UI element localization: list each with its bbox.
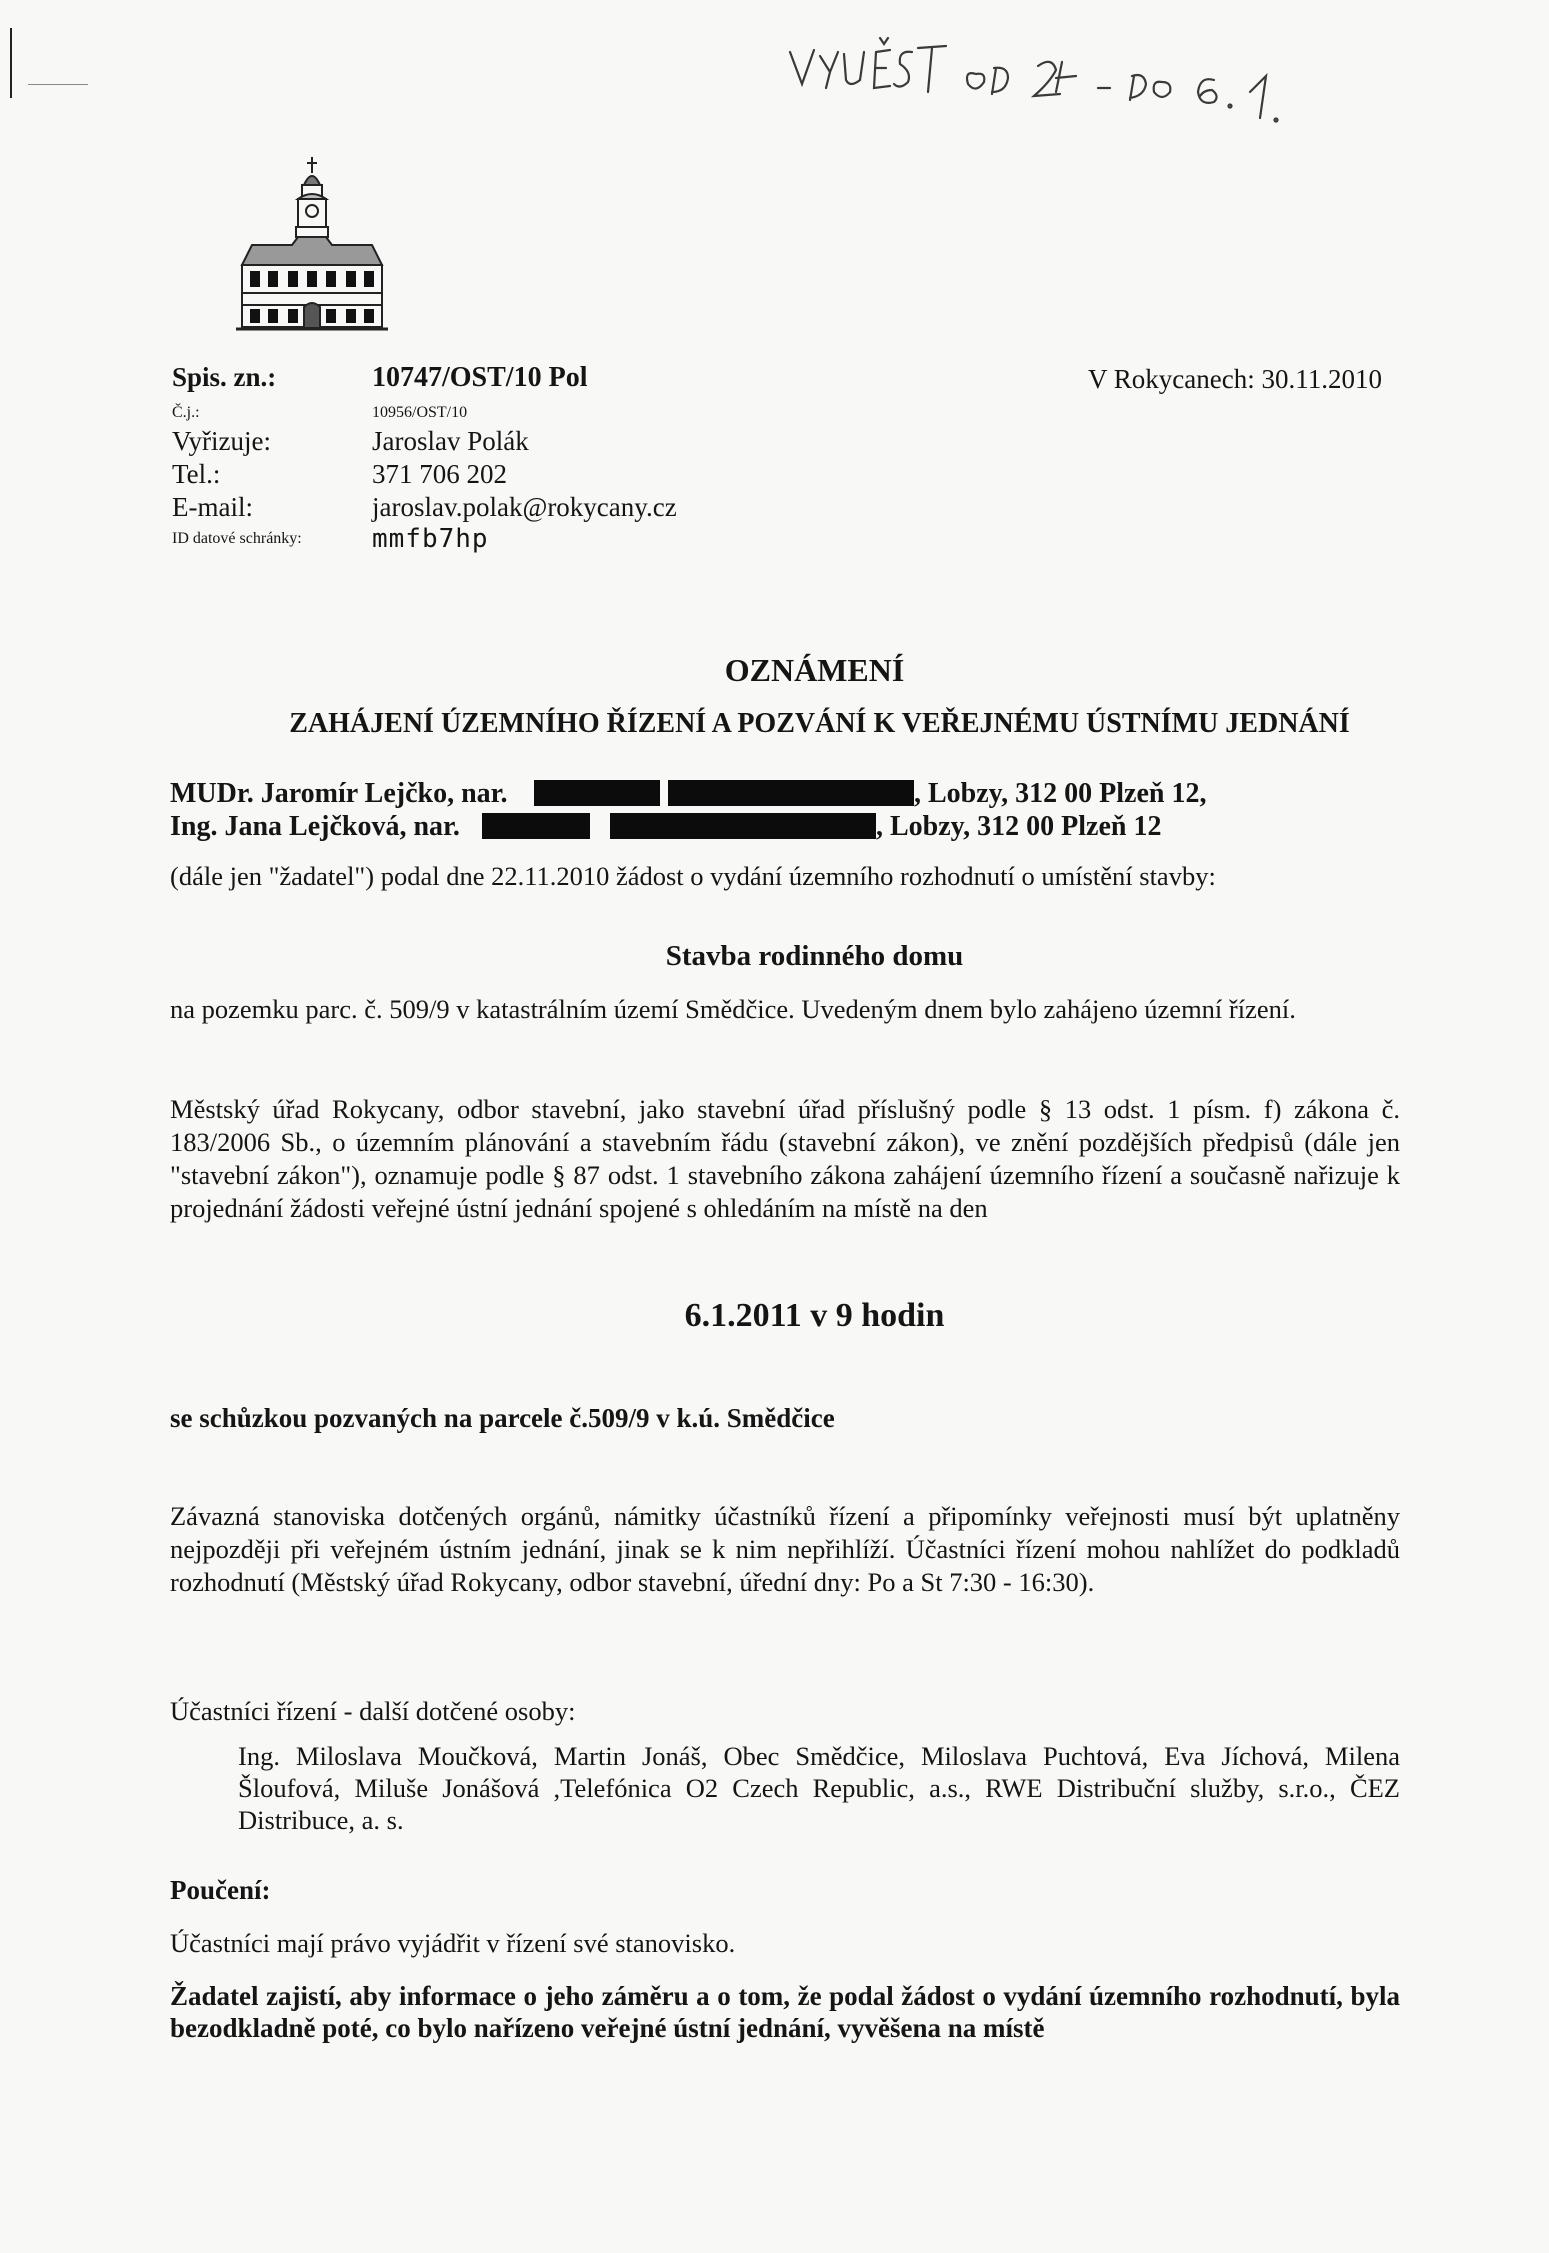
participants-label: Účastníci řízení - další dotčené osoby:	[170, 1696, 576, 1726]
file-number-label: Spis. zn.:	[172, 362, 277, 392]
instruction-heading: Poučení:	[170, 1875, 271, 1905]
redaction-birthdate-1	[534, 780, 660, 806]
office-paragraph: Městský úřad Rokycany, odbor stavební, jako stavební úřad příslušný podle § 13 odst. 1 písm. f) zákona č. 183/2006 Sb., o územním plánování a stavebním řádu (stavební zákon), ve znění pozdějších předpisů (dále jen "stavební zákon"), oznamuje podle § 87 odst. 1 stavebního zákona zahájení územního řízení a současně nařizuje k projednání žádosti veřejné ústní jednání spojené s ohledáním na místě na den	[170, 1094, 1400, 1223]
place-and-date: V Rokycanech: 30.11.2010	[1088, 364, 1382, 394]
applicant-2-start: Ing. Jana Lejčková, nar.	[170, 811, 460, 842]
applicant-duty-text: Žadatel zajistí, aby informace o jeho záměru a o tom, že podal žádost o vydání územního rozhodnutí, byla bezodkladně poté, co bylo nařízeno veřejné ústní jednání, vyvěšena na místě	[170, 1981, 1400, 2043]
handled-by-label: Vyřizuje:	[172, 426, 271, 456]
instruction-text: Účastníci mají právo vyjádřit v řízení své stanovisko.	[170, 1928, 736, 1958]
redaction-birthdate-2	[482, 813, 590, 839]
parcel-text: na pozemku parc. č. 509/9 v katastrálním území Smědčice. Uvedeným dnem bylo zahájeno územní řízení.	[170, 994, 1296, 1024]
handwritten-note	[780, 22, 1340, 132]
scan-edge-mark	[10, 28, 12, 98]
applicant-2-end: , Lobzy, 312 00 Plzeň 12	[876, 811, 1162, 842]
data-box-value: mmfb7hp	[372, 524, 489, 554]
building-title: Stavba rodinného domu	[665, 940, 964, 972]
redaction-address-1	[668, 780, 914, 806]
phone-label: Tel.:	[172, 459, 221, 489]
email-label: E-mail:	[172, 492, 253, 522]
request-text: (dále jen "žadatel") podal dne 22.11.2010 žádost o vydání územního rozhodnutí o umístění stavby:	[170, 861, 1216, 891]
reference-number-label: Č.j.:	[172, 404, 200, 421]
applicant-1-end: , Lobzy, 312 00 Plzeň 12,	[914, 778, 1207, 809]
hearing-date: 6.1.2011 v 9 hodin	[684, 1297, 945, 1334]
file-number-value: 10747/OST/10 Pol	[372, 362, 588, 393]
email-value: jaroslav.polak@rokycany.cz	[372, 492, 677, 522]
town-hall-logo	[232, 155, 392, 333]
document-subtitle: ZAHÁJENÍ ÚZEMNÍHO ŘÍZENÍ A POZVÁNÍ K VEŘEJNÉMU ÚSTNÍMU JEDNÁNÍ	[289, 708, 1350, 739]
applicant-1-start: MUDr. Jaromír Lejčko, nar.	[170, 778, 508, 809]
redaction-address-2	[610, 813, 876, 839]
data-box-label: ID datové schránky:	[172, 530, 302, 547]
scan-edge-tick	[28, 84, 88, 85]
participants-list: Ing. Miloslava Moučková, Martin Jonáš, Obec Smědčice, Miloslava Puchtová, Eva Jíchová, Milena Šloufová, Miluše Jonášová ,Telefónica O2 Czech Republic, a.s., RWE Distribuční služby, s.r.o., ČEZ Distribuce, a. s.	[238, 1741, 1400, 1835]
binding-paragraph: Závazná stanoviska dotčených orgánů, námitky účastníků řízení a připomínky veřejnosti musí být uplatněny nejpozději při veřejném ústním jednání, jinak se k nim nepřihlíží. Účastníci řízení mohou nahlížet do podkladů rozhodnutí (Městský úřad Rokycany, odbor stavební, úřední dny: Po a St 7:30 - 16:30).	[170, 1501, 1400, 1597]
document-title: OZNÁMENÍ	[724, 652, 905, 688]
phone-value: 371 706 202	[372, 459, 507, 489]
handled-by-value: Jaroslav Polák	[372, 426, 529, 456]
meeting-text: se schůzkou pozvaných na parcele č.509/9 v k.ú. Smědčice	[170, 1403, 835, 1433]
reference-number-value: 10956/OST/10	[372, 404, 468, 421]
